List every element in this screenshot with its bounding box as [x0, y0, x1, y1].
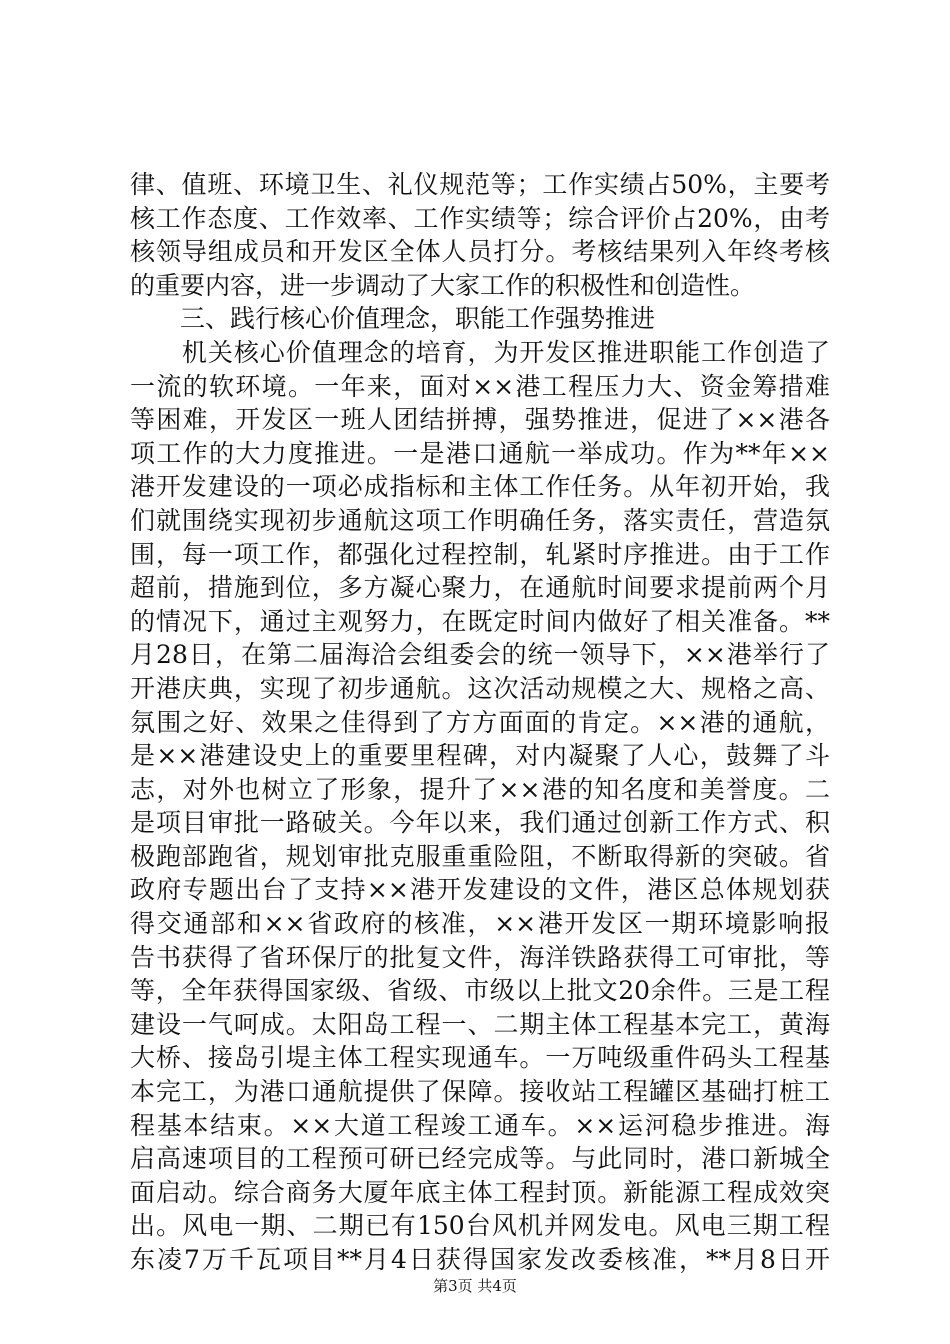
text-line: 等，全年获得国家级、省级、市级以上批文20余件。三是工程 [130, 976, 830, 1006]
text-line: 程基本结束。××大道工程竣工通车。××运河稳步推进。海 [130, 1110, 830, 1140]
text-line: 月28日，在第二届海洽会组委会的统一领导下，××港举行了 [130, 640, 830, 670]
text-line: 的情况下，通过主观努力，在既定时间内做好了相关准备。** [130, 606, 830, 636]
text-line: 等困难，开发区一班人团结拼搏，强势推进，促进了××港各 [130, 405, 830, 435]
text-line: 面启动。综合商务大厦年底主体工程封顶。新能源工程成效突 [130, 1177, 830, 1207]
text-line: 大桥、接岛引堤主体工程实现通车。一万吨级重件码头工程基 [130, 1043, 830, 1073]
body-text [130, 168, 830, 1277]
text-line: 律、值班、环境卫生、礼仪规范等；工作实绩占50%，主要考 [130, 170, 830, 199]
text-line: 是××港建设史上的重要里程碑，对内凝聚了人心，鼓舞了斗 [130, 741, 830, 771]
text-line: 一流的软环境。一年来，面对××港工程压力大、资金筹措难 [130, 371, 830, 401]
text-line: 们就围绕实现初步通航这项工作明确任务，落实责任，营造氛 [130, 505, 830, 535]
text-line: 氛围之好、效果之佳得到了方方面面的肯定。××港的通航， [130, 707, 830, 737]
section-heading: 三、践行核心价值理念，职能工作强势推进 [130, 304, 656, 334]
text-line: 机关核心价值理念的培育，为开发区推进职能工作创造了 [130, 337, 830, 367]
text-line: 出。风电一期、二期已有150台风机并网发电。风电三期工程 [130, 1211, 830, 1241]
text-line: 是项目审批一路破关。今年以来，我们通过创新工作方式、积 [130, 808, 830, 838]
text-line: 得交通部和××省政府的核准，××港开发区一期环境影响报 [130, 909, 830, 939]
text-line: 本完工，为港口通航提供了保障。接收站工程罐区基础打桩工 [130, 1077, 830, 1107]
text-line: 项工作的大力度推进。一是港口通航一举成功。作为**年×× [130, 438, 830, 468]
text-line: 政府专题出台了支持××港开发建设的文件，港区总体规划获 [130, 875, 830, 905]
text-line: 核领导组成员和开发区全体人员打分。考核结果列入年终考核 [130, 237, 830, 267]
text-line: 的重要内容，进一步调动了大家工作的积极性和创造性。 [130, 270, 756, 300]
text-line: 核工作态度、工作效率、工作实绩等；综合评价占20%，由考 [130, 203, 830, 233]
page-number-footer: 第3页 共4页 [433, 1277, 517, 1295]
text-line: 志，对外也树立了形象，提升了××港的知名度和美誉度。二 [130, 774, 830, 804]
text-line: 建设一气呵成。太阳岛工程一、二期主体工程基本完工，黄海 [130, 1009, 830, 1039]
text-line: 超前，措施到位，多方凝心聚力，在通航时间要求提前两个月 [130, 573, 830, 603]
text-line: 启高速项目的工程预可研已经完成等。与此同时，港口新城全 [130, 1144, 830, 1174]
text-line: 围，每一项工作，都强化过程控制，轧紧时序推进。由于工作 [130, 539, 830, 569]
text-line: 极跑部跑省，规划审批克服重重险阻，不断取得新的突破。省 [130, 841, 830, 871]
text-line: 东凌7万千瓦项目**月4日获得国家发改委核准，**月8日开 [130, 1245, 830, 1274]
text-line: 港开发建设的一项必成指标和主体工作任务。从年初开始，我 [130, 472, 830, 502]
text-line: 开港庆典，实现了初步通航。这次活动规模之大、规格之高、 [130, 673, 830, 703]
text-line: 告书获得了省环保厅的批复文件，海洋铁路获得工可审批，等 [130, 942, 830, 972]
